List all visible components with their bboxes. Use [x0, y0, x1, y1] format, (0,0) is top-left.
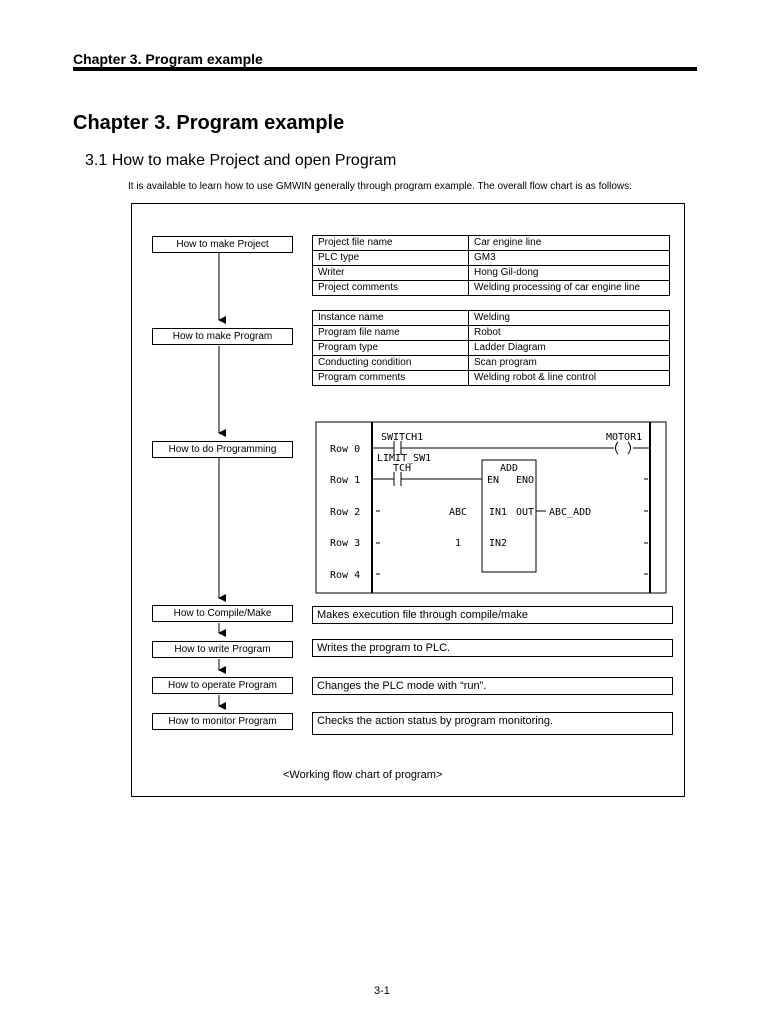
desc-compile: Makes execution file through compile/make	[312, 606, 673, 624]
table-cell: Project comments	[313, 281, 469, 296]
table-cell: Instance name	[313, 311, 469, 326]
fb-en: EN	[487, 475, 500, 486]
table-cell: Hong Gil-dong	[469, 266, 670, 281]
fb-in2: IN2	[489, 538, 508, 549]
table-cell: Project file name	[313, 236, 469, 251]
table-cell: Scan program	[469, 356, 670, 371]
running-header: Chapter 3. Program example	[73, 51, 263, 67]
step-compile-make: How to Compile/Make	[152, 605, 293, 622]
table-cell: Welding processing of car engine line	[469, 281, 670, 296]
table-cell: Ladder Diagram	[469, 341, 670, 356]
intro-text: It is available to learn how to use GMWIN generally through program example. The overall flow chart is as follows:	[128, 181, 632, 192]
step-operate-program: How to operate Program	[152, 677, 293, 694]
input-one: 1	[455, 538, 462, 549]
desc-monitor: Checks the action status by program monitoring.	[312, 712, 673, 735]
step-programming: How to do Programming	[152, 441, 293, 458]
table-cell: Conducting condition	[313, 356, 469, 371]
step-make-program: How to make Program	[152, 328, 293, 345]
desc-operate: Changes the PLC mode with “run”.	[312, 677, 673, 695]
fb-out: OUT	[516, 507, 535, 518]
table-cell: PLC type	[313, 251, 469, 266]
row-label: Row 1	[330, 475, 361, 486]
section-title: 3.1 How to make Project and open Program	[85, 152, 397, 169]
figure-caption: <Working flow chart of program>	[283, 769, 443, 781]
table-cell: Program file name	[313, 326, 469, 341]
table-cell: Writer	[313, 266, 469, 281]
chapter-title: Chapter 3. Program example	[73, 112, 345, 134]
table-cell: Program comments	[313, 371, 469, 386]
step-write-program: How to write Program	[152, 641, 293, 658]
output-abc-add: ABC_ADD	[549, 507, 592, 518]
table-cell: GM3	[469, 251, 670, 266]
contact-limit-label: LIMIT_SW1	[377, 453, 432, 464]
table-cell: Welding	[469, 311, 670, 326]
desc-write: Writes the program to PLC.	[312, 639, 673, 657]
table-cell: Program type	[313, 341, 469, 356]
step-make-project: How to make Project	[152, 236, 293, 253]
contact-switch-label: SWITCH1	[381, 432, 424, 443]
fb-name: ADD	[500, 463, 519, 474]
step-monitor-program: How to monitor Program	[152, 713, 293, 730]
row-label: Row 2	[330, 507, 361, 518]
fb-in1: IN1	[489, 507, 508, 518]
table-cell: Robot	[469, 326, 670, 341]
table-cell: Welding robot & line control	[469, 371, 670, 386]
row-label: Row 3	[330, 538, 361, 549]
coil-label: MOTOR1	[606, 432, 643, 443]
contact-tch-label: TCH	[393, 463, 412, 474]
row-label: Row 0	[330, 444, 361, 455]
input-abc: ABC	[449, 507, 468, 518]
fb-eno: ENO	[516, 475, 535, 486]
row-label: Row 4	[330, 570, 361, 581]
table-cell: Car engine line	[469, 236, 670, 251]
page-number: 3-1	[374, 985, 390, 997]
